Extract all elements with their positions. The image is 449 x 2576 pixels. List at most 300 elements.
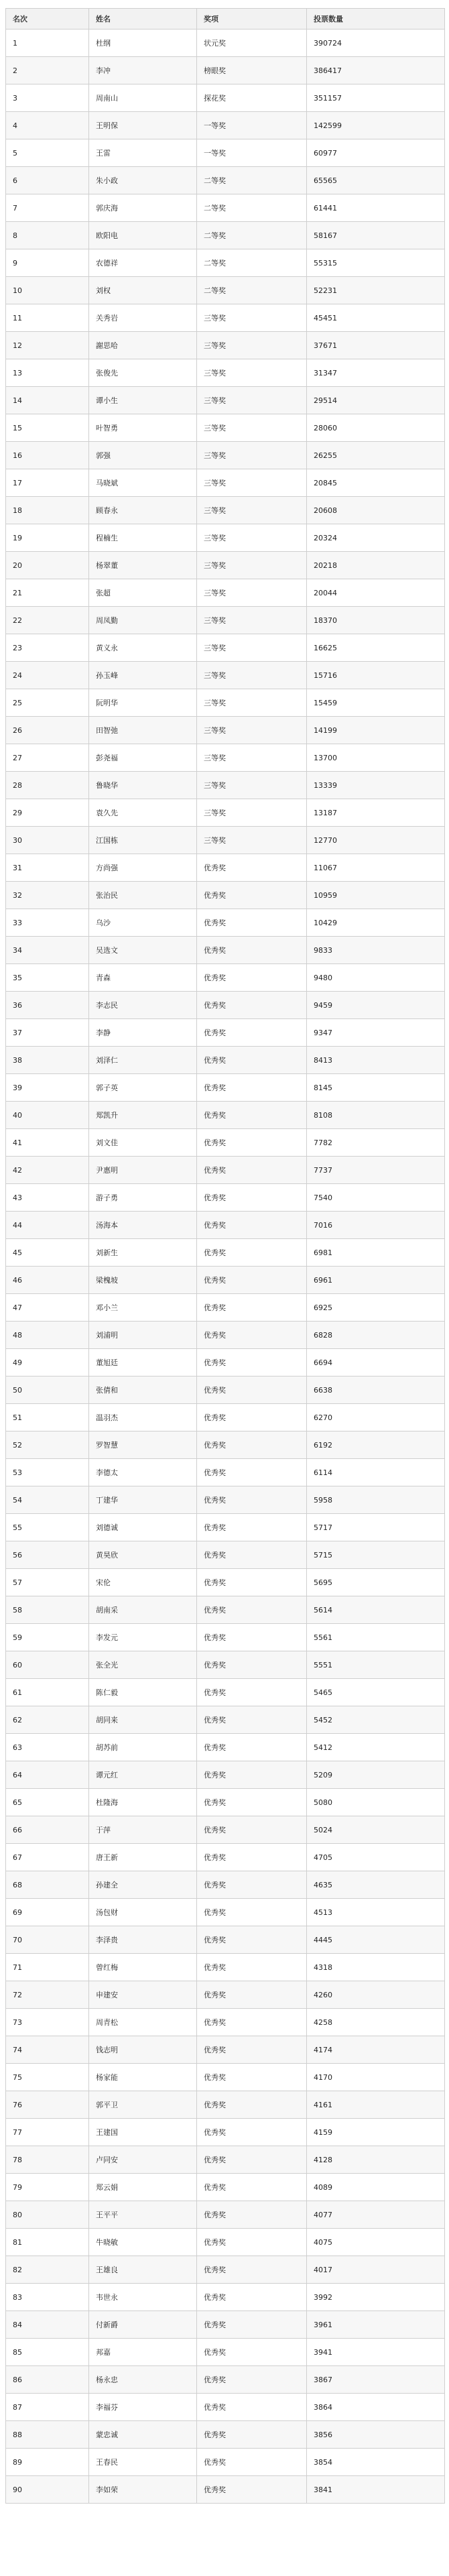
rank-cell: 85 bbox=[6, 2339, 89, 2366]
name-cell: 青森 bbox=[89, 964, 197, 992]
award-cell: 三等奖 bbox=[197, 497, 307, 524]
name-cell: 张俊先 bbox=[89, 359, 197, 387]
table-body bbox=[6, 30, 445, 2504]
table-row bbox=[6, 2009, 445, 2036]
rank-cell: 72 bbox=[6, 1981, 89, 2009]
name-cell: 罗智慧 bbox=[89, 1431, 197, 1459]
rank-cell: 51 bbox=[6, 1404, 89, 1431]
award-cell: 优秀奖 bbox=[197, 1816, 307, 1844]
name-cell: 游子勇 bbox=[89, 1184, 197, 1212]
award-cell: 状元奖 bbox=[197, 30, 307, 57]
award-cell: 三等奖 bbox=[197, 552, 307, 579]
table-row bbox=[6, 249, 445, 277]
award-cell: 优秀奖 bbox=[197, 1596, 307, 1624]
name-cell: 彭尧福 bbox=[89, 744, 197, 772]
votes-cell: 16625 bbox=[307, 634, 445, 662]
name-cell: 孙玉峰 bbox=[89, 662, 197, 689]
award-cell: 三等奖 bbox=[197, 359, 307, 387]
rank-cell: 32 bbox=[6, 882, 89, 909]
table-row bbox=[6, 772, 445, 799]
table-row bbox=[6, 2339, 445, 2366]
award-cell: 优秀奖 bbox=[197, 1569, 307, 1596]
rank-cell: 33 bbox=[6, 909, 89, 937]
table-row bbox=[6, 744, 445, 772]
name-cell: 牛晓敏 bbox=[89, 2229, 197, 2256]
name-cell: 王平平 bbox=[89, 2201, 197, 2229]
name-cell: 张倩和 bbox=[89, 1377, 197, 1404]
table-row bbox=[6, 1267, 445, 1294]
award-cell: 优秀奖 bbox=[197, 1871, 307, 1899]
table-row bbox=[6, 634, 445, 662]
name-cell: 杨家能 bbox=[89, 2064, 197, 2091]
name-cell: 黄昊欣 bbox=[89, 1541, 197, 1569]
name-cell: 黄义永 bbox=[89, 634, 197, 662]
award-cell: 优秀奖 bbox=[197, 1706, 307, 1734]
rank-cell: 52 bbox=[6, 1431, 89, 1459]
name-cell: 唐王新 bbox=[89, 1844, 197, 1871]
table-row bbox=[6, 552, 445, 579]
award-cell: 一等奖 bbox=[197, 112, 307, 139]
award-cell: 优秀奖 bbox=[197, 1102, 307, 1129]
rank-cell: 66 bbox=[6, 1816, 89, 1844]
votes-cell: 37671 bbox=[307, 332, 445, 359]
table-row bbox=[6, 1954, 445, 1981]
award-cell: 优秀奖 bbox=[197, 992, 307, 1019]
votes-cell: 4445 bbox=[307, 1926, 445, 1954]
name-cell: 陈仁毅 bbox=[89, 1679, 197, 1706]
name-cell: 王雄良 bbox=[89, 2256, 197, 2284]
table-row bbox=[6, 579, 445, 607]
rank-cell: 34 bbox=[6, 937, 89, 964]
rank-cell: 77 bbox=[6, 2119, 89, 2146]
votes-cell: 4161 bbox=[307, 2091, 445, 2119]
award-cell: 优秀奖 bbox=[197, 2201, 307, 2229]
table-row bbox=[6, 1926, 445, 1954]
award-cell: 三等奖 bbox=[197, 717, 307, 744]
votes-cell: 5715 bbox=[307, 1541, 445, 1569]
table-row bbox=[6, 84, 445, 112]
votes-cell: 10959 bbox=[307, 882, 445, 909]
name-cell: 乌沙 bbox=[89, 909, 197, 937]
name-cell: 邓小兰 bbox=[89, 1294, 197, 1322]
votes-cell: 20608 bbox=[307, 497, 445, 524]
name-cell: 李德太 bbox=[89, 1459, 197, 1486]
votes-cell: 61441 bbox=[307, 194, 445, 222]
votes-cell: 5452 bbox=[307, 1706, 445, 1734]
rank-cell: 70 bbox=[6, 1926, 89, 1954]
name-cell: 李如荣 bbox=[89, 2476, 197, 2504]
rank-cell: 88 bbox=[6, 2421, 89, 2449]
table-row bbox=[6, 1596, 445, 1624]
name-cell: 胡同来 bbox=[89, 1706, 197, 1734]
rank-cell: 44 bbox=[6, 1212, 89, 1239]
award-cell: 优秀奖 bbox=[197, 2311, 307, 2339]
table-row bbox=[6, 1514, 445, 1541]
name-cell: 方尚强 bbox=[89, 854, 197, 882]
table-row bbox=[6, 1047, 445, 1074]
rank-cell: 49 bbox=[6, 1349, 89, 1377]
votes-cell: 4017 bbox=[307, 2256, 445, 2284]
award-cell: 优秀奖 bbox=[197, 882, 307, 909]
award-cell: 优秀奖 bbox=[197, 2256, 307, 2284]
award-cell: 二等奖 bbox=[197, 167, 307, 194]
table-row bbox=[6, 2476, 445, 2504]
rank-cell: 57 bbox=[6, 1569, 89, 1596]
votes-cell: 4128 bbox=[307, 2146, 445, 2174]
rank-cell: 2 bbox=[6, 57, 89, 84]
votes-cell: 351157 bbox=[307, 84, 445, 112]
rank-cell: 18 bbox=[6, 497, 89, 524]
table-row bbox=[6, 2229, 445, 2256]
award-cell: 三等奖 bbox=[197, 469, 307, 497]
rank-cell: 67 bbox=[6, 1844, 89, 1871]
table-row bbox=[6, 2256, 445, 2284]
award-cell: 优秀奖 bbox=[197, 1322, 307, 1349]
table-row bbox=[6, 2119, 445, 2146]
votes-cell: 4318 bbox=[307, 1954, 445, 1981]
rank-cell: 87 bbox=[6, 2394, 89, 2421]
rank-cell: 81 bbox=[6, 2229, 89, 2256]
name-cell: 李静 bbox=[89, 1019, 197, 1047]
name-cell: 张治民 bbox=[89, 882, 197, 909]
award-cell: 优秀奖 bbox=[197, 1431, 307, 1459]
table-row bbox=[6, 1019, 445, 1047]
name-cell: 周青松 bbox=[89, 2009, 197, 2036]
award-cell: 优秀奖 bbox=[197, 1294, 307, 1322]
votes-cell: 4260 bbox=[307, 1981, 445, 2009]
name-cell: 王明保 bbox=[89, 112, 197, 139]
table-row bbox=[6, 1734, 445, 1761]
award-cell: 优秀奖 bbox=[197, 1459, 307, 1486]
table-row bbox=[6, 1239, 445, 1267]
name-cell: 謝思哈 bbox=[89, 332, 197, 359]
votes-cell: 5717 bbox=[307, 1514, 445, 1541]
table-row bbox=[6, 139, 445, 167]
name-cell: 刘德诚 bbox=[89, 1514, 197, 1541]
votes-cell: 3854 bbox=[307, 2449, 445, 2476]
votes-cell: 4089 bbox=[307, 2174, 445, 2201]
award-cell: 三等奖 bbox=[197, 772, 307, 799]
award-cell: 优秀奖 bbox=[197, 964, 307, 992]
table-row bbox=[6, 689, 445, 717]
name-cell: 郑凯升 bbox=[89, 1102, 197, 1129]
header-row bbox=[6, 9, 445, 30]
table-row bbox=[6, 717, 445, 744]
table-row bbox=[6, 2091, 445, 2119]
name-cell: 谭小生 bbox=[89, 387, 197, 414]
table-row bbox=[6, 2201, 445, 2229]
rank-cell: 9 bbox=[6, 249, 89, 277]
rank-cell: 89 bbox=[6, 2449, 89, 2476]
award-cell: 三等奖 bbox=[197, 744, 307, 772]
table-row bbox=[6, 1349, 445, 1377]
votes-cell: 4635 bbox=[307, 1871, 445, 1899]
header-award: 奖项 bbox=[197, 9, 307, 30]
name-cell: 汤包财 bbox=[89, 1899, 197, 1926]
votes-cell: 6192 bbox=[307, 1431, 445, 1459]
table-row bbox=[6, 799, 445, 827]
votes-cell: 11067 bbox=[307, 854, 445, 882]
table-row bbox=[6, 414, 445, 442]
table-row bbox=[6, 964, 445, 992]
award-cell: 三等奖 bbox=[197, 414, 307, 442]
table-row bbox=[6, 112, 445, 139]
votes-cell: 142599 bbox=[307, 112, 445, 139]
rank-cell: 50 bbox=[6, 1377, 89, 1404]
votes-cell: 6114 bbox=[307, 1459, 445, 1486]
table-row bbox=[6, 1624, 445, 1651]
name-cell: 胡南采 bbox=[89, 1596, 197, 1624]
rank-cell: 27 bbox=[6, 744, 89, 772]
table-row bbox=[6, 1789, 445, 1816]
table-row bbox=[6, 909, 445, 937]
name-cell: 梁槐坡 bbox=[89, 1267, 197, 1294]
votes-cell: 58167 bbox=[307, 222, 445, 249]
rank-cell: 48 bbox=[6, 1322, 89, 1349]
table-row bbox=[6, 2421, 445, 2449]
table-row bbox=[6, 1102, 445, 1129]
votes-cell: 29514 bbox=[307, 387, 445, 414]
table-row bbox=[6, 2284, 445, 2311]
votes-cell: 15459 bbox=[307, 689, 445, 717]
table-row bbox=[6, 1541, 445, 1569]
rank-cell: 84 bbox=[6, 2311, 89, 2339]
name-cell: 王雷 bbox=[89, 139, 197, 167]
votes-cell: 4705 bbox=[307, 1844, 445, 1871]
name-cell: 宋伦 bbox=[89, 1569, 197, 1596]
rank-cell: 73 bbox=[6, 2009, 89, 2036]
name-cell: 孙建全 bbox=[89, 1871, 197, 1899]
award-cell: 优秀奖 bbox=[197, 1734, 307, 1761]
rank-cell: 62 bbox=[6, 1706, 89, 1734]
award-cell: 三等奖 bbox=[197, 799, 307, 827]
votes-cell: 7737 bbox=[307, 1157, 445, 1184]
award-cell: 三等奖 bbox=[197, 634, 307, 662]
rank-cell: 26 bbox=[6, 717, 89, 744]
rank-cell: 45 bbox=[6, 1239, 89, 1267]
votes-cell: 3941 bbox=[307, 2339, 445, 2366]
rank-cell: 59 bbox=[6, 1624, 89, 1651]
award-cell: 优秀奖 bbox=[197, 1981, 307, 2009]
rank-cell: 13 bbox=[6, 359, 89, 387]
votes-cell: 386417 bbox=[307, 57, 445, 84]
table-row bbox=[6, 1184, 445, 1212]
rank-cell: 65 bbox=[6, 1789, 89, 1816]
table-row bbox=[6, 1294, 445, 1322]
votes-cell: 3856 bbox=[307, 2421, 445, 2449]
award-cell: 优秀奖 bbox=[197, 1761, 307, 1789]
votes-cell: 4159 bbox=[307, 2119, 445, 2146]
rank-cell: 35 bbox=[6, 964, 89, 992]
name-cell: 刘文佳 bbox=[89, 1129, 197, 1157]
name-cell: 郭平卫 bbox=[89, 2091, 197, 2119]
votes-cell: 26255 bbox=[307, 442, 445, 469]
award-cell: 优秀奖 bbox=[197, 1184, 307, 1212]
rank-cell: 4 bbox=[6, 112, 89, 139]
table-row bbox=[6, 1486, 445, 1514]
rank-cell: 23 bbox=[6, 634, 89, 662]
award-cell: 榜眼奖 bbox=[197, 57, 307, 84]
votes-cell: 5614 bbox=[307, 1596, 445, 1624]
table-row bbox=[6, 442, 445, 469]
name-cell: 王建国 bbox=[89, 2119, 197, 2146]
award-cell: 优秀奖 bbox=[197, 2009, 307, 2036]
name-cell: 吴选文 bbox=[89, 937, 197, 964]
rank-cell: 78 bbox=[6, 2146, 89, 2174]
name-cell: 郑云娟 bbox=[89, 2174, 197, 2201]
name-cell: 刘权 bbox=[89, 277, 197, 304]
rank-cell: 15 bbox=[6, 414, 89, 442]
name-cell: 江国栋 bbox=[89, 827, 197, 854]
rank-cell: 36 bbox=[6, 992, 89, 1019]
name-cell: 刘新生 bbox=[89, 1239, 197, 1267]
name-cell: 于萍 bbox=[89, 1816, 197, 1844]
award-cell: 优秀奖 bbox=[197, 2366, 307, 2394]
table-row bbox=[6, 1706, 445, 1734]
table-row bbox=[6, 194, 445, 222]
rank-cell: 90 bbox=[6, 2476, 89, 2504]
name-cell: 农德祥 bbox=[89, 249, 197, 277]
name-cell: 杨永忠 bbox=[89, 2366, 197, 2394]
table-row bbox=[6, 2146, 445, 2174]
award-cell: 二等奖 bbox=[197, 222, 307, 249]
table-row bbox=[6, 469, 445, 497]
award-cell: 优秀奖 bbox=[197, 1541, 307, 1569]
table-row bbox=[6, 1816, 445, 1844]
table-row bbox=[6, 2449, 445, 2476]
table-row bbox=[6, 662, 445, 689]
rank-cell: 86 bbox=[6, 2366, 89, 2394]
award-cell: 优秀奖 bbox=[197, 1404, 307, 1431]
award-cell: 优秀奖 bbox=[197, 1679, 307, 1706]
rank-cell: 25 bbox=[6, 689, 89, 717]
votes-cell: 18370 bbox=[307, 607, 445, 634]
name-cell: 董旭廷 bbox=[89, 1349, 197, 1377]
votes-cell: 7782 bbox=[307, 1129, 445, 1157]
award-cell: 三等奖 bbox=[197, 524, 307, 552]
table-row bbox=[6, 304, 445, 332]
table-row bbox=[6, 524, 445, 552]
award-cell: 优秀奖 bbox=[197, 2064, 307, 2091]
name-cell: 周凤勤 bbox=[89, 607, 197, 634]
award-cell: 优秀奖 bbox=[197, 1789, 307, 1816]
award-cell: 优秀奖 bbox=[197, 1019, 307, 1047]
award-cell: 优秀奖 bbox=[197, 1514, 307, 1541]
table-row bbox=[6, 1377, 445, 1404]
rank-cell: 80 bbox=[6, 2201, 89, 2229]
award-cell: 优秀奖 bbox=[197, 2091, 307, 2119]
rank-cell: 6 bbox=[6, 167, 89, 194]
name-cell: 丁建华 bbox=[89, 1486, 197, 1514]
name-cell: 顾春永 bbox=[89, 497, 197, 524]
award-cell: 探花奖 bbox=[197, 84, 307, 112]
rank-cell: 53 bbox=[6, 1459, 89, 1486]
rank-cell: 58 bbox=[6, 1596, 89, 1624]
award-cell: 优秀奖 bbox=[197, 2394, 307, 2421]
votes-cell: 14199 bbox=[307, 717, 445, 744]
table-row bbox=[6, 387, 445, 414]
award-cell: 优秀奖 bbox=[197, 1651, 307, 1679]
award-cell: 优秀奖 bbox=[197, 1844, 307, 1871]
name-cell: 李泽贵 bbox=[89, 1926, 197, 1954]
name-cell: 阮明华 bbox=[89, 689, 197, 717]
award-cell: 三等奖 bbox=[197, 689, 307, 717]
ranking-table bbox=[5, 8, 445, 2504]
award-cell: 优秀奖 bbox=[197, 1047, 307, 1074]
table-row bbox=[6, 1212, 445, 1239]
table-row bbox=[6, 2394, 445, 2421]
votes-cell: 5465 bbox=[307, 1679, 445, 1706]
rank-cell: 5 bbox=[6, 139, 89, 167]
rank-cell: 37 bbox=[6, 1019, 89, 1047]
table-row bbox=[6, 2311, 445, 2339]
rank-cell: 56 bbox=[6, 1541, 89, 1569]
award-cell: 三等奖 bbox=[197, 442, 307, 469]
name-cell: 杨翠董 bbox=[89, 552, 197, 579]
award-cell: 优秀奖 bbox=[197, 2146, 307, 2174]
votes-cell: 8413 bbox=[307, 1047, 445, 1074]
rank-cell: 76 bbox=[6, 2091, 89, 2119]
votes-cell: 4077 bbox=[307, 2201, 445, 2229]
rank-cell: 17 bbox=[6, 469, 89, 497]
table-row bbox=[6, 992, 445, 1019]
name-cell: 韦世永 bbox=[89, 2284, 197, 2311]
award-cell: 优秀奖 bbox=[197, 2174, 307, 2201]
award-cell: 优秀奖 bbox=[197, 1899, 307, 1926]
name-cell: 程楠生 bbox=[89, 524, 197, 552]
name-cell: 田智弛 bbox=[89, 717, 197, 744]
table-row bbox=[6, 30, 445, 57]
votes-cell: 5551 bbox=[307, 1651, 445, 1679]
votes-cell: 15716 bbox=[307, 662, 445, 689]
votes-cell: 45451 bbox=[307, 304, 445, 332]
votes-cell: 13187 bbox=[307, 799, 445, 827]
votes-cell: 4513 bbox=[307, 1899, 445, 1926]
table-row bbox=[6, 332, 445, 359]
table-row bbox=[6, 2036, 445, 2064]
name-cell: 卢同安 bbox=[89, 2146, 197, 2174]
table-row bbox=[6, 882, 445, 909]
table-row bbox=[6, 1981, 445, 2009]
votes-cell: 4170 bbox=[307, 2064, 445, 2091]
rank-cell: 60 bbox=[6, 1651, 89, 1679]
award-cell: 优秀奖 bbox=[197, 2036, 307, 2064]
votes-cell: 5080 bbox=[307, 1789, 445, 1816]
votes-cell: 20044 bbox=[307, 579, 445, 607]
rank-cell: 41 bbox=[6, 1129, 89, 1157]
name-cell: 钱志明 bbox=[89, 2036, 197, 2064]
votes-cell: 4174 bbox=[307, 2036, 445, 2064]
header-rank: 名次 bbox=[6, 9, 89, 30]
name-cell: 申建安 bbox=[89, 1981, 197, 2009]
rank-cell: 46 bbox=[6, 1267, 89, 1294]
votes-cell: 6961 bbox=[307, 1267, 445, 1294]
rank-cell: 28 bbox=[6, 772, 89, 799]
votes-cell: 390724 bbox=[307, 30, 445, 57]
votes-cell: 28060 bbox=[307, 414, 445, 442]
votes-cell: 3864 bbox=[307, 2394, 445, 2421]
table-row bbox=[6, 1431, 445, 1459]
name-cell: 谭元红 bbox=[89, 1761, 197, 1789]
rank-cell: 12 bbox=[6, 332, 89, 359]
rank-cell: 64 bbox=[6, 1761, 89, 1789]
name-cell: 李发元 bbox=[89, 1624, 197, 1651]
votes-cell: 5561 bbox=[307, 1624, 445, 1651]
rank-cell: 1 bbox=[6, 30, 89, 57]
votes-cell: 13700 bbox=[307, 744, 445, 772]
table-row bbox=[6, 57, 445, 84]
name-cell: 蒙忠诚 bbox=[89, 2421, 197, 2449]
